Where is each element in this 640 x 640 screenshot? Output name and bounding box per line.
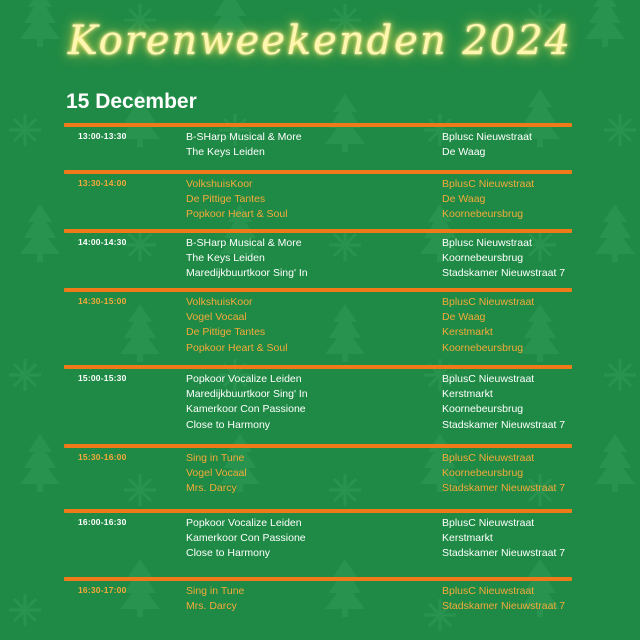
location-name: Koornebeursbrug <box>442 403 524 416</box>
choir-name: B-SHarp Musical & More <box>186 237 302 249</box>
location-name: BplusC Nieuwstraat <box>442 178 535 190</box>
choir-name: Popkoor Vocalize Leiden <box>186 517 302 529</box>
slot-time: 16:00-16:30 <box>78 517 127 527</box>
location-name: Bplusc Nieuwstraat <box>442 237 532 249</box>
slot-time: 13:00-13:30 <box>78 131 127 141</box>
choir-name: Kamerkoor Con Passione <box>186 532 306 545</box>
location-name: Koornebeursbrug <box>442 252 524 265</box>
choir-name: Maredijkbuurtkoor Sing' In <box>186 267 308 280</box>
slot-divider <box>64 365 572 369</box>
slot-time: 16:30-17:00 <box>78 585 127 595</box>
location-name: Stadskamer Nieuwstraat 7 <box>442 267 566 280</box>
location-name: BplusC Nieuwstraat <box>442 517 535 529</box>
slot-time: 15:30-16:00 <box>78 452 127 462</box>
location-list <box>442 451 565 497</box>
choir-list <box>186 451 247 497</box>
choir-name: Popkoor Vocalize Leiden <box>186 373 302 385</box>
choir-name: Popkoor Heart & Soul <box>186 208 288 221</box>
location-name: Stadskamer Nieuwstraat 7 <box>442 600 566 613</box>
choir-list <box>186 584 244 614</box>
location-name: BplusC Nieuwstraat <box>442 452 535 464</box>
choir-name: Mrs. Darcy <box>186 482 237 495</box>
slot-time: 14:00-14:30 <box>78 237 127 247</box>
schedule-slot <box>64 577 572 613</box>
location-list <box>442 177 534 223</box>
location-list <box>442 372 565 433</box>
slot-divider <box>64 229 572 233</box>
location-name: Stadskamer Nieuwstraat 7 <box>442 547 566 560</box>
location-name: De Waag <box>442 146 486 159</box>
location-name: Stadskamer Nieuwstraat 7 <box>442 482 566 495</box>
location-name: BplusC Nieuwstraat <box>442 296 535 308</box>
choir-list <box>186 177 288 223</box>
schedule-slot <box>64 509 572 560</box>
schedule-slot <box>64 170 572 221</box>
choir-name: Vogel Vocaal <box>186 311 247 324</box>
schedule-slot <box>64 229 572 280</box>
slot-divider <box>64 288 572 292</box>
location-name: Kerstmarkt <box>442 532 493 545</box>
slot-time: 14:30-15:00 <box>78 296 127 306</box>
location-name: Stadskamer Nieuwstraat 7 <box>442 418 566 431</box>
slot-divider <box>64 444 572 448</box>
choir-name: The Keys Leiden <box>186 146 265 159</box>
choir-list <box>186 130 302 160</box>
choir-name: The Keys Leiden <box>186 252 265 265</box>
schedule-slot <box>64 288 572 354</box>
page-title: Korenweekenden 2024 <box>67 18 573 64</box>
choir-name: Close to Harmony <box>186 547 271 560</box>
choir-name: De Pittige Tantes <box>186 326 266 339</box>
choir-name: Sing in Tune <box>186 585 245 597</box>
choir-name: VolkshuisKoor <box>186 178 253 190</box>
location-name: Koornebeursbrug <box>442 467 524 480</box>
choir-name: VolkshuisKoor <box>186 296 253 308</box>
choir-list <box>186 236 308 282</box>
location-name: Koornebeursbrug <box>442 208 524 221</box>
slot-divider <box>64 577 572 581</box>
schedule-slot <box>64 444 572 495</box>
location-list <box>442 584 565 614</box>
slot-divider <box>64 123 572 127</box>
choir-name: Close to Harmony <box>186 418 271 431</box>
location-name: BplusC Nieuwstraat <box>442 585 535 597</box>
location-name: BplusC Nieuwstraat <box>442 373 535 385</box>
location-name: Kerstmarkt <box>442 388 493 401</box>
choir-list <box>186 295 288 356</box>
choir-name: B-SHarp Musical & More <box>186 131 302 143</box>
schedule-slot <box>64 123 572 159</box>
slot-divider <box>64 509 572 513</box>
location-name: De Waag <box>442 311 486 324</box>
location-list <box>442 295 534 356</box>
choir-list <box>186 516 306 562</box>
slot-divider <box>64 170 572 174</box>
choir-name: Sing in Tune <box>186 452 245 464</box>
location-list <box>442 130 532 160</box>
schedule-slot <box>64 365 572 431</box>
location-name: Koornebeursbrug <box>442 341 524 354</box>
slot-time: 13:30-14:00 <box>78 178 127 188</box>
choir-name: Vogel Vocaal <box>186 467 247 480</box>
choir-name: Kamerkoor Con Passione <box>186 403 306 416</box>
choir-name: Maredijkbuurtkoor Sing' In <box>186 388 308 401</box>
location-list <box>442 236 565 282</box>
choir-name: Mrs. Darcy <box>186 600 237 613</box>
location-name: Bplusc Nieuwstraat <box>442 131 532 143</box>
choir-list <box>186 372 308 433</box>
slot-time: 15:00-15:30 <box>78 373 127 383</box>
location-list <box>442 516 565 562</box>
location-name: De Waag <box>442 193 486 206</box>
choir-name: Popkoor Heart & Soul <box>186 341 288 354</box>
date-heading: 15 December <box>66 90 197 113</box>
choir-name: De Pittige Tantes <box>186 193 266 206</box>
location-name: Kerstmarkt <box>442 326 493 339</box>
